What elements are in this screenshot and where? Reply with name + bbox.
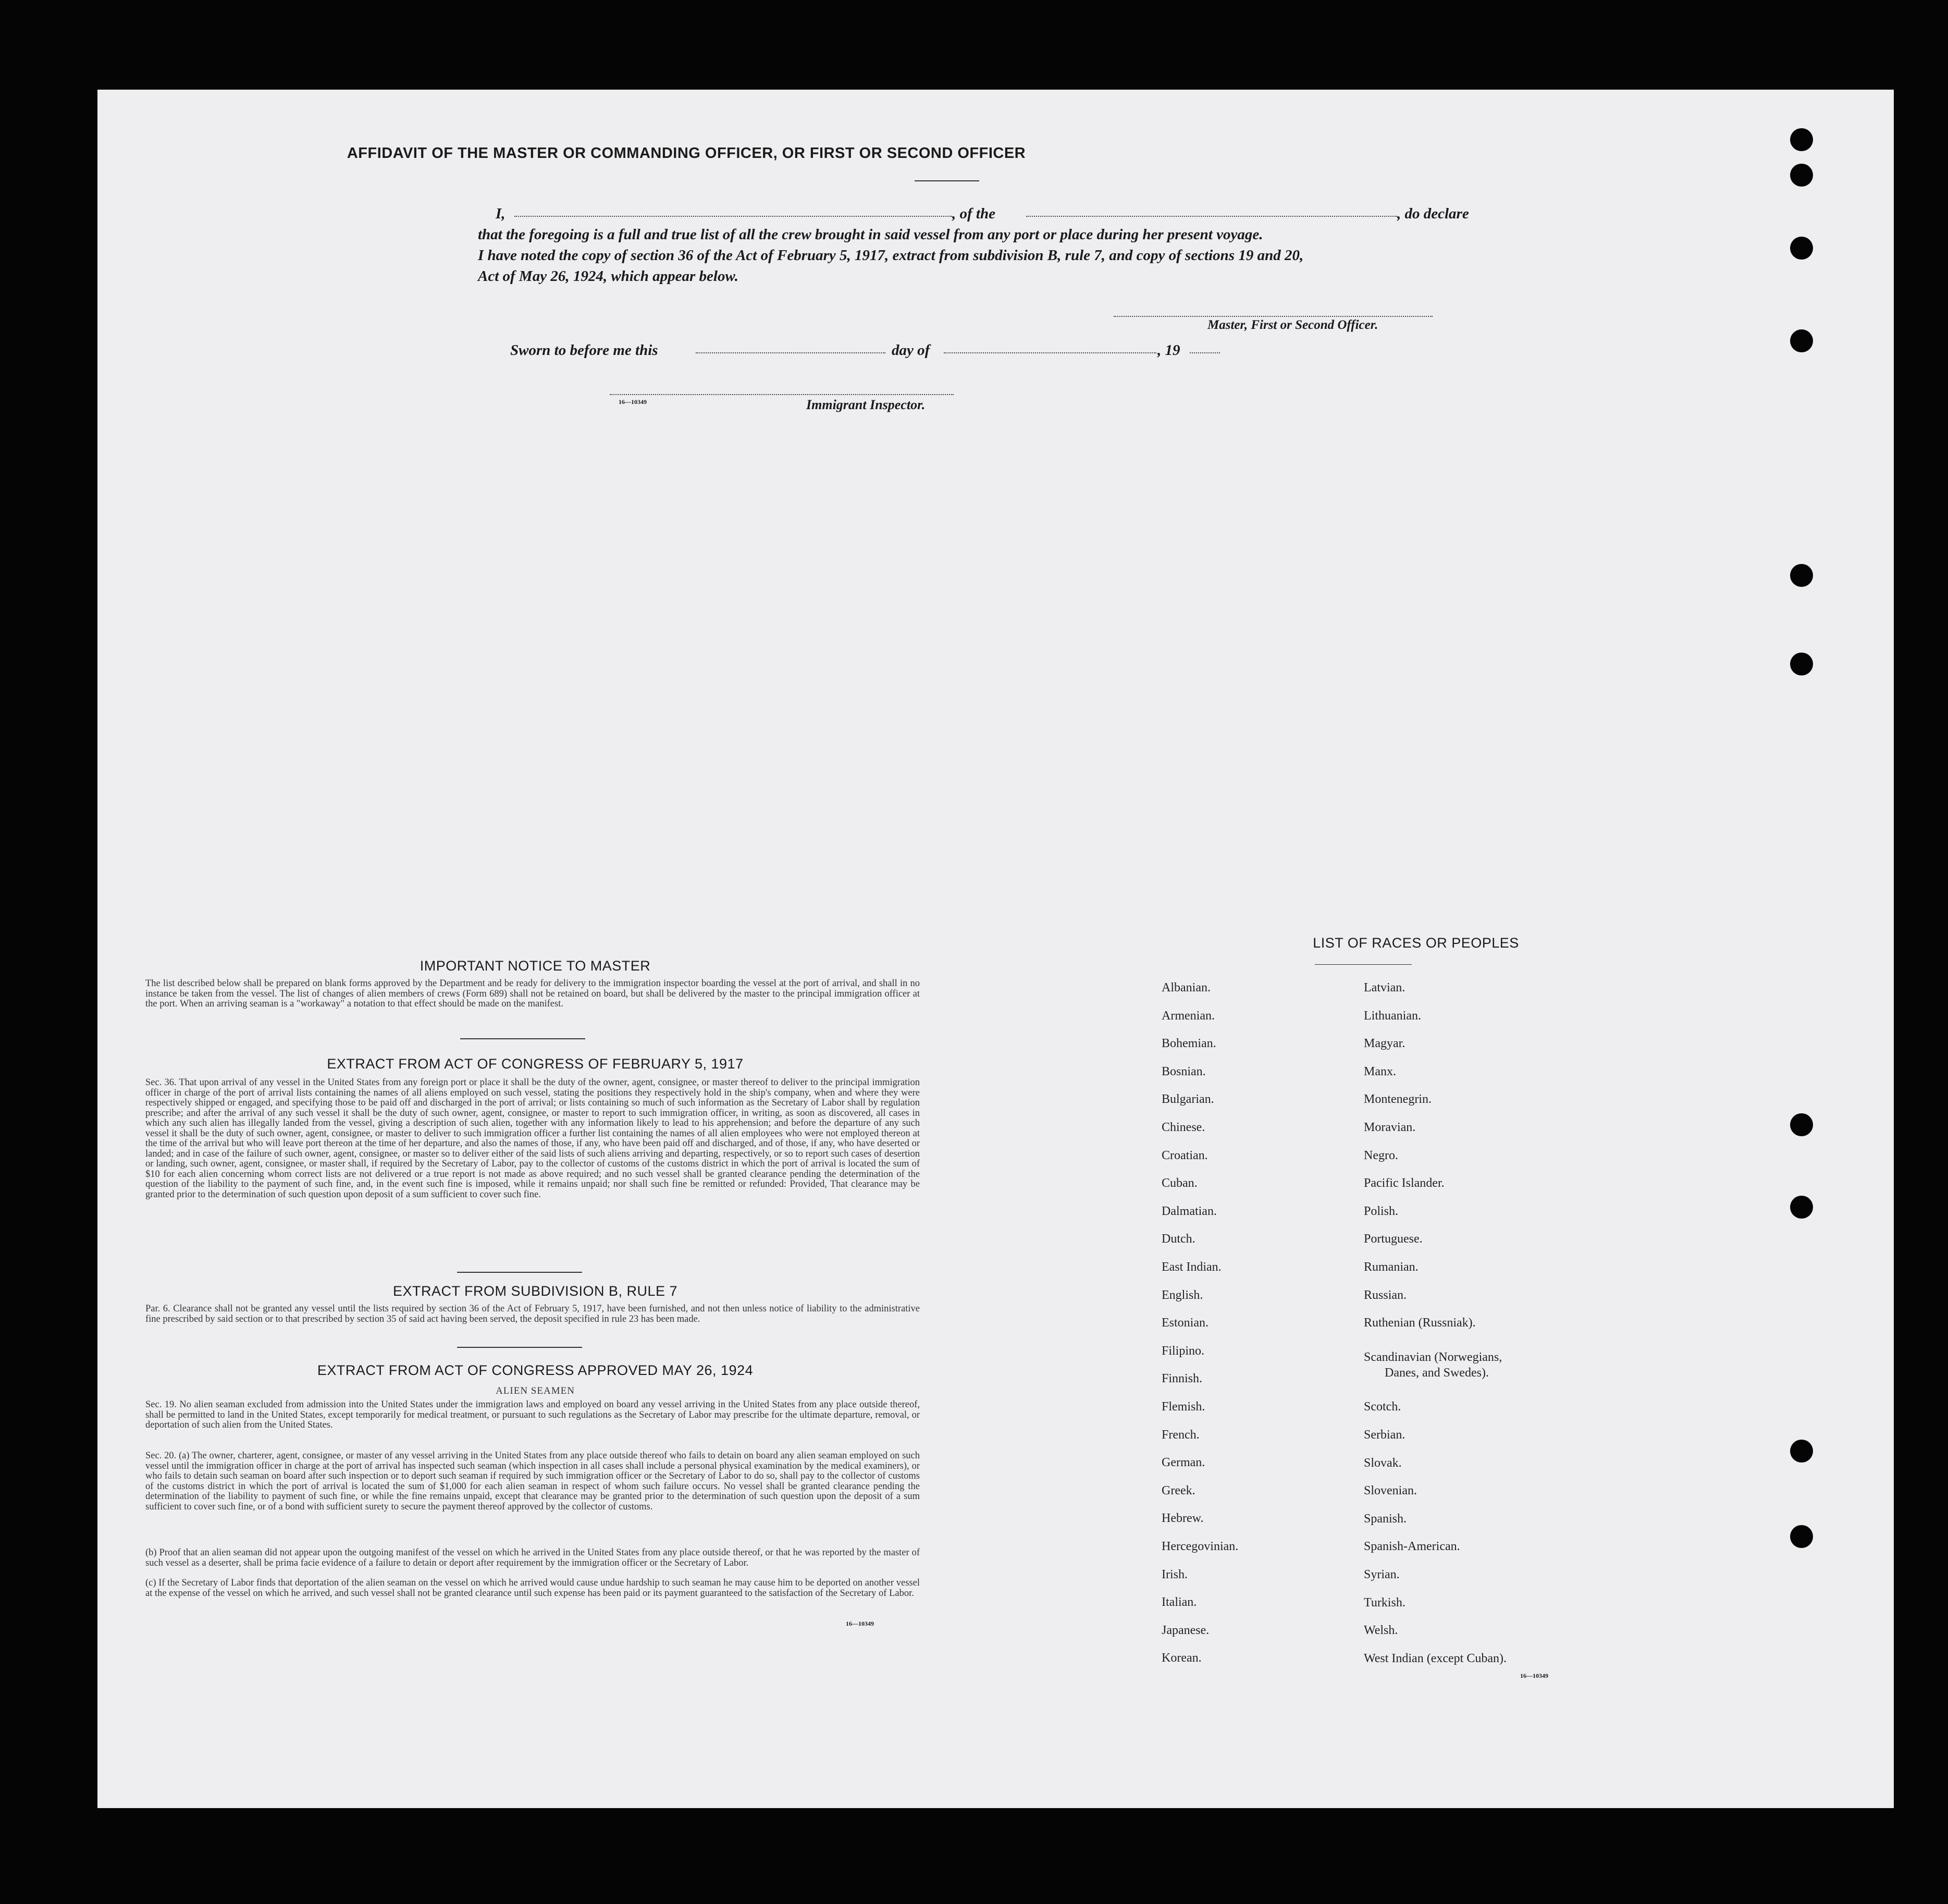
sec20c-text: (c) If the Secretary of Labor finds that deportation of the alien seaman on the vessel on which he arrived would cause undue hardship to such seaman he may cause him to be deported on another vessel at the expense of the vessel on which he arrived, and such vessel shall not be granted clearance until such expense has been paid or its payment guaranteed to the satisfaction of the Secretary of Labor. — [145, 1578, 920, 1599]
extract-rule7-divider — [457, 1347, 582, 1348]
race-item: Dutch. — [1162, 1232, 1195, 1246]
inspector-label: Immigrant Inspector. — [806, 397, 926, 412]
punch-hole — [1790, 1440, 1813, 1463]
race-item: German. — [1162, 1456, 1205, 1470]
race-item: Syrian. — [1364, 1568, 1400, 1581]
race-item: Polish. — [1364, 1204, 1399, 1218]
sworn-day-blank — [696, 352, 885, 353]
race-item: Welsh. — [1364, 1624, 1398, 1638]
punch-hole — [1790, 1525, 1813, 1548]
race-item: Slovak. — [1364, 1456, 1402, 1470]
punch-hole — [1790, 1113, 1813, 1136]
race-item: Croatian. — [1162, 1148, 1208, 1162]
sec19-text: Sec. 19. No alien seaman excluded from admission into the United States under the immigration laws and employed on board any vessel arriving in the United States from any place outside thereof, shall be permitted to land in the United States, except temporarily for medical treatment, or pursuant to such regulations as the Secretary of Labor may prescribe for the ultimate departure, removal, or deportation of such alien from the United States. — [145, 1399, 920, 1430]
race-item: Magyar. — [1364, 1037, 1405, 1051]
race-item: Italian. — [1162, 1595, 1197, 1610]
race-item: French. — [1162, 1428, 1200, 1442]
race-item: Dalmatian. — [1162, 1204, 1217, 1218]
race-item: Manx. — [1364, 1064, 1396, 1078]
race-item: Armenian. — [1162, 1009, 1215, 1023]
races-divider — [1315, 964, 1412, 965]
extract-1917-title: EXTRACT FROM ACT OF CONGRESS OF FEBRUARY 5, 1917 — [327, 1056, 744, 1072]
extract-1917-text: Sec. 36. That upon arrival of any vessel in the United States from any foreign port or place it shall be the duty of the owner, agent, consignee, or master thereof to deliver to the principal immigration officer in charge of the port of arrival lists containing the names of all aliens employed on such vessel, stating the positions they respectively hold in the ship's company, when and where they were respectively shipped or engaged, and specifying those to be paid off and discharged in the port of arrival; or lists containing so much of such information as the Secretary of Labor shall by regulation prescribe; and after the arrival of any such vessel it shall be the duty of such owner, agent, consignee, or master to report to such immigration officer, in writing, as soon as discovered, all cases in which any such alien has illegally landed from the vessel, giving a description of such alien, together with any information likely to lead to his apprehension; and before the departure of any such vessel it shall be the duty of such owner, agent, consignee, or master to deliver to such immigration officer a further list containing the names of all alien employees who were not employed thereon at the time of the arrival but who will leave port thereon at the time of her departure, and also the names of those, if any, who have been paid off and discharged, and of those, if any, who have deserted or landed; and in case of the failure of such owner, agent, consignee, or master so to deliver either of the said lists of such aliens arriving and departing, respectively, or so to report such cases of desertion or landing, such owner, agent, consignee, or master shall, if required by the Secretary of Labor, pay to the collector of customs of the customs district in which the port of arrival is located the sum of $10 for each alien concerning whom correct lists are not delivered or a true report is not made as above required; and no such vessel shall be granted clearance pending the determination of the question of the liability to the payment of such fine, and, in the event such fine is imposed, while it remains unpaid; nor shall such fine be remitted or refunded: Provided, That clearance may be granted prior to the determination of such question upon deposit of a sum sufficient to cover such fine. — [145, 1077, 920, 1200]
affidavit-i: I, — [496, 205, 506, 222]
race-item: Lithuanian. — [1364, 1009, 1421, 1023]
race-item: Ruthenian (Russniak). — [1364, 1316, 1476, 1330]
punch-hole — [1790, 237, 1813, 260]
notice-title: IMPORTANT NOTICE TO MASTER — [420, 958, 651, 974]
race-item: Bosnian. — [1162, 1064, 1206, 1078]
race-item: Albanian. — [1162, 981, 1211, 994]
race-item: Filipino. — [1162, 1344, 1205, 1358]
form-number-top: 16—10349 — [619, 398, 647, 406]
race-item: Hebrew. — [1162, 1512, 1204, 1526]
races-title: LIST OF RACES OR PEOPLES — [1313, 935, 1519, 951]
race-item: Japanese. — [1162, 1623, 1210, 1637]
master-signature-blank — [1114, 316, 1433, 317]
race-item: East Indian. — [1162, 1260, 1222, 1274]
punch-hole — [1790, 329, 1813, 352]
year-blank — [1190, 352, 1220, 353]
affidavit-do-declare: , do declare — [1397, 205, 1469, 222]
form-number-bottom-right: 16—10349 — [1520, 1672, 1548, 1679]
day-of-label: day of — [892, 342, 930, 359]
sworn-label: Sworn to before me this — [510, 342, 658, 359]
punch-hole — [1790, 128, 1813, 151]
inspector-signature-blank — [610, 394, 954, 395]
sec20b-text: (b) Proof that an alien seaman did not appear upon the outgoing manifest of the vessel on which he arrived in the United States from any place outside thereof, or that he was reported by the master of such vessel as a deserter, shall be prima facie evidence of a failure to detain or deport after requirement by the immigration officer or the Secretary of Labor. — [145, 1547, 920, 1568]
race-item: Spanish. — [1364, 1512, 1407, 1526]
punch-hole — [1790, 653, 1813, 675]
punch-hole — [1790, 1196, 1813, 1219]
race-item: Chinese. — [1162, 1121, 1205, 1134]
race-item: Spanish-American. — [1364, 1540, 1460, 1554]
extract-rule7-title: EXTRACT FROM SUBDIVISION B, RULE 7 — [392, 1283, 678, 1299]
race-item: Greek. — [1162, 1483, 1195, 1497]
master-signature-label: Master, First or Second Officer. — [1207, 318, 1378, 332]
punch-hole — [1790, 164, 1813, 187]
extract-1924-title: EXTRACT FROM ACT OF CONGRESS APPROVED MAY 26, 1924 — [317, 1362, 754, 1378]
race-item: Korean. — [1162, 1651, 1202, 1665]
race-item: Pacific Islander. — [1364, 1176, 1445, 1190]
race-item: Portuguese. — [1364, 1232, 1423, 1246]
affidavit-line-3: I have noted the copy of section 36 of the Act of February 5, 1917, extract from subdivision B, rule 7, and copy of sections 19 and 20, — [478, 247, 1304, 264]
notice-text: The list described below shall be prepared on blank forms approved by the Department and be ready for delivery to the immigration inspector boarding the vessel at the port of arrival, and shall in no instance be taken from the vessel. The list of changes of alien members of crews (Form 689) shall not be retained on board, but shall be delivered by the master to the principal immigration officer at the port. When an arriving seaman is a "workaway" a notation to that effect should be made on the manifest. — [145, 978, 920, 1009]
extract-rule7-text: Par. 6. Clearance shall not be granted any vessel until the lists required by section 36 of the Act of February 5, 1917, have been furnished, and not then unless notice of liability to the administrative fine prescribed by said section or to that prescribed by section 35 of said act having been served, the deposit specified in rule 23 has been made. — [145, 1304, 920, 1324]
race-item: Danes, and Swedes). — [1385, 1366, 1489, 1380]
race-item: Estonian. — [1162, 1316, 1209, 1330]
form-number-bottom-left: 16—10349 — [846, 1620, 874, 1627]
race-item: Flemish. — [1162, 1400, 1205, 1414]
race-item: Negro. — [1364, 1148, 1398, 1162]
race-item: English. — [1162, 1288, 1203, 1302]
affidavit-title: AFFIDAVIT OF THE MASTER OR COMMANDING OFFICER, OR FIRST OR SECOND OFFICER — [347, 145, 1026, 162]
extract-1917-divider — [457, 1272, 582, 1273]
race-item: Slovenian. — [1364, 1484, 1417, 1498]
race-item: Finnish. — [1162, 1372, 1203, 1386]
document-sheet — [97, 90, 1894, 1808]
alien-seamen-subtitle: ALIEN SEAMEN — [496, 1385, 575, 1396]
affidavit-of-the: , of the — [952, 205, 995, 222]
race-item: Cuban. — [1162, 1176, 1198, 1190]
race-item: Moravian. — [1364, 1121, 1416, 1134]
sec20a-text: Sec. 20. (a) The owner, charterer, agent, consignee, or master of any vessel arriving in the United States from any place outside thereof who fails to detain on board any alien seaman employed on such vessel until the immigration officer in charge at the port of arrival has inspected such seaman (which inspection in all cases shall include a personal physical examination by the medical examiners), or who fails to detain such seaman on board after such inspection or to deport such seaman if required by such immigration officer or the Secretary of Labor to do so, shall pay to the collector of customs of the customs district in which the port of arrival is located the sum of $1,000 for each alien seaman in respect of whom such failure occurs. No vessel shall be granted clearance pending the determination of the liability to payment of such fine, or while the fine remains unpaid, except that clearance may be granted prior to the determination of such question upon the deposit of a sum sufficient to cover such fine, or of a bond with sufficient surety to secure the payment thereof approved by the collector of customs. — [145, 1451, 920, 1512]
race-item: Latvian. — [1364, 981, 1405, 994]
race-item: Russian. — [1364, 1288, 1407, 1302]
race-item: Scandinavian (Norwegians, — [1364, 1350, 1502, 1364]
race-item: Rumanian. — [1364, 1260, 1419, 1274]
race-item: Serbian. — [1364, 1428, 1405, 1442]
notice-divider — [460, 1038, 585, 1039]
race-item: West Indian (except Cuban). — [1364, 1651, 1507, 1665]
race-item: Scotch. — [1364, 1400, 1401, 1414]
race-item: Irish. — [1162, 1567, 1188, 1581]
race-item: Bulgarian. — [1162, 1092, 1214, 1107]
month-blank — [944, 352, 1156, 353]
race-item: Montenegrin. — [1364, 1092, 1432, 1107]
affidavit-line-4: Act of May 26, 1924, which appear below. — [478, 268, 738, 285]
title-divider — [915, 180, 979, 181]
punch-hole — [1790, 564, 1813, 587]
race-item: Bohemian. — [1162, 1037, 1216, 1051]
vessel-blank — [1026, 216, 1397, 217]
affidavit-line-2: that the foregoing is a full and true list of all the crew brought in said vessel from any port or place during her present voyage. — [478, 226, 1263, 243]
year-label: , 19 — [1157, 342, 1180, 359]
race-item: Turkish. — [1364, 1595, 1405, 1610]
name-blank — [514, 216, 952, 217]
race-item: Hercegovinian. — [1162, 1540, 1239, 1553]
